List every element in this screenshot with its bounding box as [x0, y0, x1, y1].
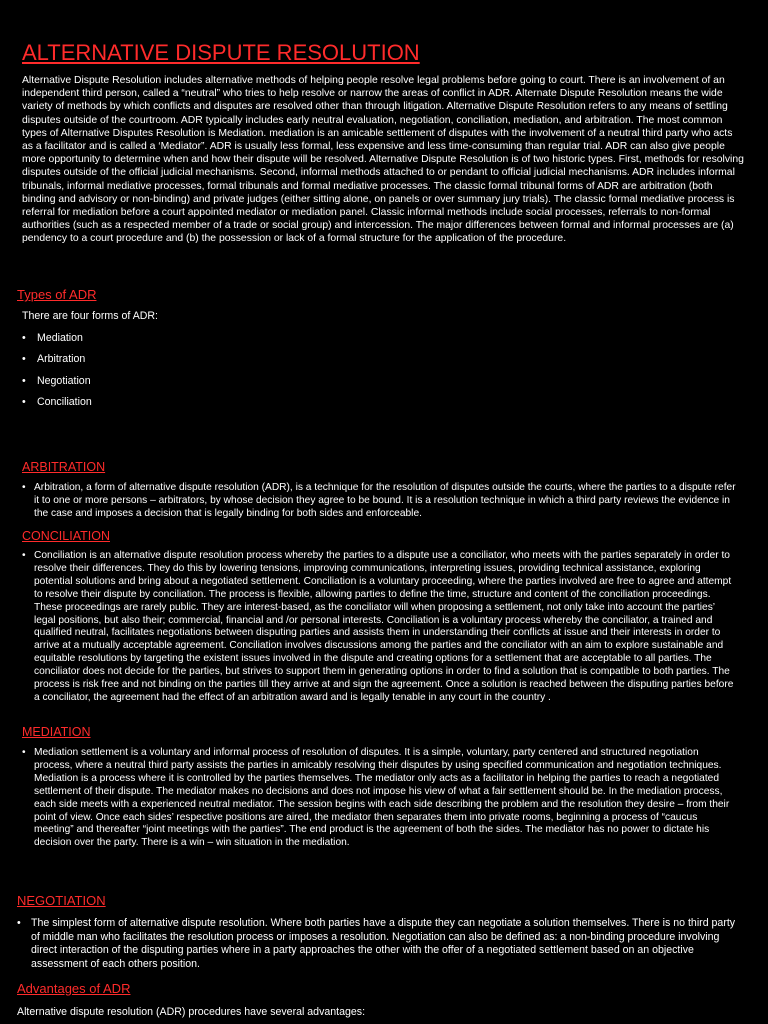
mediation-text: • Mediation settlement is a voluntary and informal process of resolution of disputes. It is a simple, voluntary, party centered and structured negotiation process, where a neutral third party assists the parties in amicably resolving their disputes by using specified communication and negotiation techniques. Mediation is a process where it is controlled by the parties themselves. The mediator only acts as a facilitator in helping the parties to reach a negotiated settlement of their dispute. The mediator makes no decisions and does not impose his view of what a fair settlement should be. In the mediation process, each side meets with a experienced neutral mediator. The session begins with each side describing the problem and the resolution they desire – from their point of view. Once each sides’ respective positions are aired, the mediator then separates them into private rooms, beginning a process of “caucus meeting” and thereafter “joint meetings with the parties”. The end product is the agreement of both the sides. The mediator has no power to dictate his decision over the party. There is a win – win situation in the mediation.	[22, 747, 738, 850]
mediation-heading: MEDIATION	[22, 725, 91, 739]
advantages-heading: Advantages of ADR	[17, 981, 131, 996]
types-intro: There are four forms of ADR:	[22, 310, 159, 322]
types-heading: Types of ADR	[17, 287, 97, 302]
conciliation-text: • Conciliation is an alternative dispute resolution process whereby the parties to a dispute use a conciliator, who meets with the parties separately in order to resolve their differences. They do this by lowering tensions, improving communications, interpreting issues, providing technical assistance, exploring potential solutions and bring about a negotiated settlement. Conciliation is a voluntary proceeding, where the parties involved are free to agree and attempt to resolve their dispute by conciliation. The process is flexible, allowing parties to define the time, structure and content of the conciliation proceedings. These proceedings are rarely public. They are interest-based, as the conciliator will when proposing a settlement, not only take into account the parties’ legal positions, but also their; commercial, financial and /or personal interests. Conciliation is a voluntary process whereby the conciliator, a trained and qualified neutral, facilitates negotiations between disputing parties and assists them in understanding their conflicts at issue and their interests in order to arrive at a mutually acceptable agreement. Conciliation involves discussions among the parties and the conciliator with an aim to explore sustainable and equitable resolutions by targeting the existent issues involved in the dispute and creating options for a settlement that are acceptable to all parties. The conciliator does not decide for the parties, but strives to support them in generating options in order to find a solution that is compatible to both parties. The process is risk free and not binding on the parties till they arrive at and sign the agreement. Once a solution is reached between the disputing parties before a conciliator, the agreement had the effect of an arbitration award and is legally tenable in any court in the country .	[22, 550, 738, 705]
negotiation-heading: NEGOTIATION	[17, 893, 106, 908]
conciliation-heading: CONCILIATION	[22, 529, 110, 543]
arbitration-text: • Arbitration, a form of alternative dispute resolution (ADR), is a technique for the resolution of disputes outside the courts, where the parties to a dispute refer it to one or more persons – arbitrators, by whose decision they agree to be bound. It is a resolution technique in which a third party reviews the evidence in the case and imposes a decision that is legally binding for both sides and enforceable.	[22, 482, 738, 521]
list-item: • Mediation	[22, 332, 92, 353]
arbitration-heading: ARBITRATION	[22, 460, 106, 474]
advantages-intro: Alternative dispute resolution (ADR) procedures have several advantages:	[17, 1006, 366, 1018]
types-list	[22, 332, 92, 418]
page-title: ALTERNATIVE DISPUTE RESOLUTION	[22, 40, 420, 65]
list-item: • Negotiation	[22, 375, 92, 396]
list-item: • Arbitration	[22, 353, 92, 374]
list-item: • Conciliation	[22, 396, 92, 417]
intro-paragraph: Alternative Dispute Resolution includes alternative methods of helping people resolve legal problems before going to court. There is an involvement of an independent third person, called a “neutral” who tries to help resolve or narrow the areas of conflict in ADR. Alternate Dispute Resolution means the wide variety of methods by which conflicts and disputes are resolved other than through litigation. Alternative Dispute Resolution refers to any means of settling disputes outside of the courtroom. ADR typically includes early neutral evaluation, negotiation, conciliation, mediation, and arbitration. The most common types of Alternative Disputes Resolution is Mediation. mediation is an amicable settlement of disputes with the involvement of a neutral third party who acts as a facilitator and is called a ‘Mediator”. ADR is usually less formal, less expensive and less time-consuming than regular trial. ADR can also give people more opportunity to determine when and how their dispute will be resolved. Alternative Dispute Resolution is of two historic types. First, methods for resolving disputes outside of the official judicial mechanisms. Second, informal methods attached to or pendant to official judicial mechanisms. ADR includes informal tribunals, informal mediative processes, formal tribunals and formal mediative processes. The classic formal tribunal forms of ADR are arbitration (both binding and advisory or non-binding) and private judges (either sitting alone, on panels or over summary jury trials). The classic formal mediative process is referral for mediation before a court appointed mediator or mediation panel. Classic informal methods include social processes, referrals to non-formal authorities (such as a respected member of a trade or social group) and intercession. The major differences between formal and informal processes are (a) pendency to a court procedure and (b) the possession or lack of a formal structure for the application of the procedure.	[22, 75, 744, 245]
negotiation-text: • The simplest form of alternative dispute resolution. Where both parties have a dispute they can negotiate a solution themselves. There is no third party of middle man who facilitates the resolution process or imposes a resolution. Negotiation can also be defined as: a non-binding procedure involving direct interaction of the disputing parties where in a party approaches the other with the offer of a negotiated settlement based on an objective assessment of each others position.	[17, 917, 741, 971]
